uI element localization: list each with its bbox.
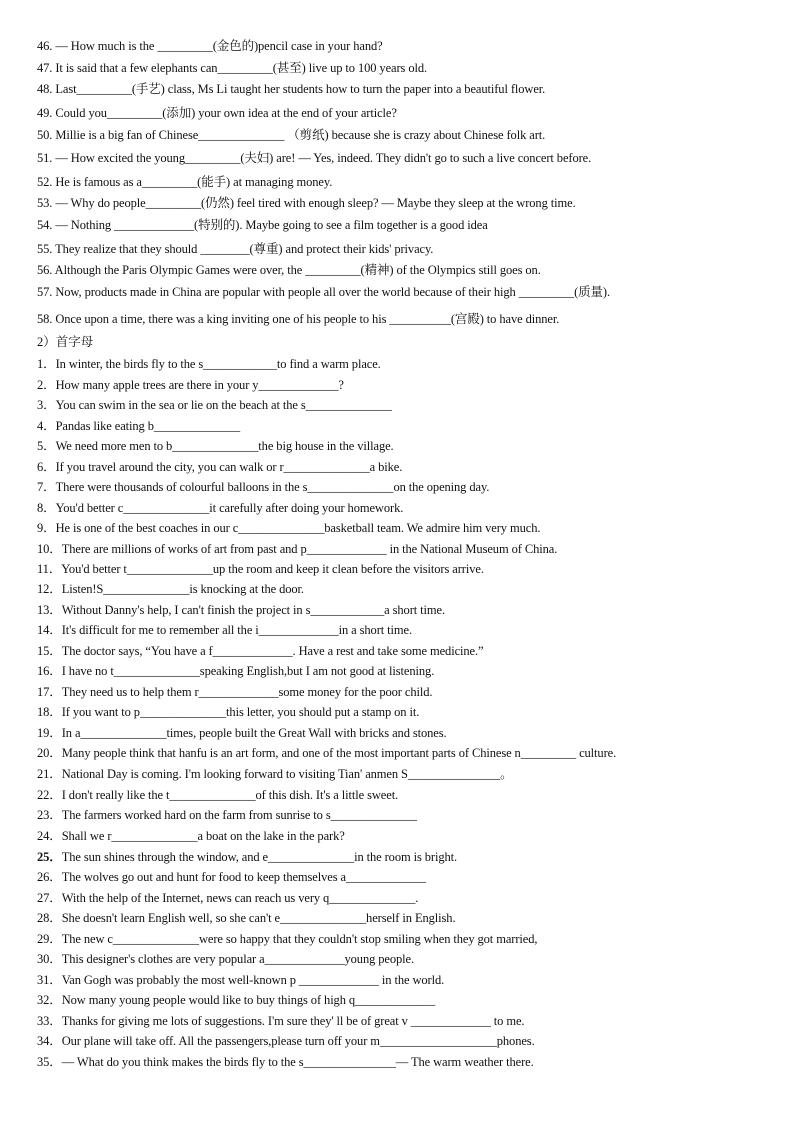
- item-number: 56.: [37, 263, 53, 277]
- item-number: 48.: [37, 82, 53, 96]
- exercise-item-21: [37, 766, 784, 782]
- item-text: It's difficult for me to remember all the i_____________in a short time.: [61, 623, 413, 637]
- item-number: 15．: [37, 644, 62, 658]
- item-text: There were thousands of colourful balloons in the s______________on the opening day.: [55, 480, 490, 494]
- exercise-item-3: [37, 397, 784, 413]
- exercise-item-11: [37, 561, 784, 577]
- item-number: 6．: [37, 460, 56, 474]
- item-number: 30．: [37, 952, 62, 966]
- exercise-item-5: [37, 438, 784, 454]
- exercise-item-9: [37, 520, 784, 536]
- item-text: In a______________times, people built the Great Wall with bricks and stones.: [61, 726, 447, 740]
- item-text: Thanks for giving me lots of suggestions. I'm sure they' ll be of great v _____________ to me.: [61, 1014, 525, 1028]
- item-text: Our plane will take off. All the passengers,please turn off your m___________________phones.: [61, 1034, 535, 1048]
- exercise-item-27: [37, 890, 784, 906]
- item-number: 22．: [37, 788, 62, 802]
- item-text: You'd better c______________it carefully after doing your homework.: [55, 501, 404, 515]
- item-number: 51.: [37, 151, 53, 165]
- item-number: 55.: [37, 242, 53, 256]
- exercise-item-19: [37, 725, 784, 741]
- exercise-item-46: [37, 38, 784, 54]
- item-text: The wolves go out and hunt for food to keep themselves a_____________: [61, 870, 426, 884]
- exercise-item-24: [37, 828, 784, 844]
- item-number: 9．: [37, 521, 56, 535]
- item-text: Pandas like eating b______________: [55, 419, 240, 433]
- item-text: The new c______________were so happy that they couldn't stop smiling when they got married,: [61, 932, 538, 946]
- item-number: 50.: [37, 128, 53, 142]
- exercise-item-26: [37, 869, 784, 885]
- item-text: You can swim in the sea or lie on the beach at the s______________: [55, 398, 392, 412]
- item-number: 17．: [37, 685, 62, 699]
- item-text: In winter, the birds fly to the s____________to find a warm place.: [55, 357, 381, 371]
- item-text: — How much is the _________(金色的)pencil case in your hand?: [52, 39, 383, 53]
- exercise-item-6: [37, 459, 784, 475]
- item-number: 16．: [37, 664, 62, 678]
- item-number: 14．: [37, 623, 62, 637]
- item-number: 19．: [37, 726, 62, 740]
- item-text: The farmers worked hard on the farm from sunrise to s______________: [61, 808, 417, 822]
- item-number: 8．: [37, 501, 56, 515]
- item-text: How many apple trees are there in your y_____________?: [55, 378, 344, 392]
- item-number: 52.: [37, 175, 53, 189]
- item-number: 46.: [37, 39, 53, 53]
- item-text: Now many young people would like to buy things of high q_____________: [61, 993, 435, 1007]
- item-number: 12．: [37, 582, 62, 596]
- item-number: 34．: [37, 1034, 62, 1048]
- item-number: 3．: [37, 398, 56, 412]
- item-text: — Nothing _____________(特别的). Maybe going to see a film together is a good idea: [52, 218, 488, 232]
- item-text: — What do you think makes the birds fly to the s_______________— The warm weather there.: [61, 1055, 534, 1069]
- exercise-item-18: [37, 704, 784, 720]
- item-text: Although the Paris Olympic Games were over, the _________(精神) of the Olympics still goes on.: [52, 263, 541, 277]
- exercise-item-53: [37, 195, 784, 211]
- exercise-item-52: [37, 174, 784, 190]
- item-number: 28．: [37, 911, 62, 925]
- exercise-item-25: [37, 849, 784, 865]
- exercise-item-33: [37, 1013, 784, 1029]
- exercise-item-55: [37, 241, 784, 257]
- item-text: Without Danny's help, I can't finish the project in s____________a short time.: [61, 603, 445, 617]
- item-number: 24．: [37, 829, 62, 843]
- item-text: He is one of the best coaches in our c______________basketball team. We admire him very much.: [55, 521, 541, 535]
- item-number: 10．: [37, 542, 62, 556]
- item-number: 5．: [37, 439, 56, 453]
- exercise-item-31: [37, 972, 784, 988]
- item-text: This designer's clothes are very popular a_____________young people.: [61, 952, 415, 966]
- item-number: 53.: [37, 196, 53, 210]
- item-text: If you travel around the city, you can walk or r______________a bike.: [55, 460, 403, 474]
- exercise-item-29: [37, 931, 784, 947]
- item-text: If you want to p______________this letter, you should put a stamp on it.: [61, 705, 420, 719]
- item-text: Last_________(手艺) class, Ms Li taught her students how to turn the paper into a beautiful flower.: [52, 82, 546, 96]
- item-number: 25．: [37, 850, 62, 864]
- exercise-item-56: [37, 262, 784, 278]
- exercise-item-4: [37, 418, 784, 434]
- item-text: There are millions of works of art from past and p_____________ in the National Museum of China.: [61, 542, 558, 556]
- item-number: 32．: [37, 993, 62, 1007]
- item-text: He is famous as a_________(能手) at managing money.: [52, 175, 333, 189]
- exercise-item-28: [37, 910, 784, 926]
- item-text: It is said that a few elephants can_________(甚至) live up to 100 years old.: [52, 61, 428, 75]
- section-title: 2）首字母: [37, 335, 94, 349]
- exercise-item-50: [37, 127, 784, 143]
- exercise-item-30: [37, 951, 784, 967]
- item-number: 13．: [37, 603, 62, 617]
- item-text: Could you_________(添加) your own idea at the end of your article?: [52, 106, 397, 120]
- exercise-item-8: [37, 500, 784, 516]
- item-text: The sun shines through the window, and e______________in the room is bright.: [61, 850, 458, 864]
- item-text: Now, products made in China are popular with people all over the world because of their high _________(质量).: [52, 285, 611, 299]
- exercise-item-14: [37, 622, 784, 638]
- exercise-item-12: [37, 581, 784, 597]
- item-text: — How excited the young_________(夫妇) are! — Yes, indeed. They didn't go to such a live concert before.: [52, 151, 592, 165]
- exercise-item-57: [37, 284, 784, 300]
- item-number: 57.: [37, 285, 53, 299]
- item-number: 35．: [37, 1055, 62, 1069]
- exercise-item-20: [37, 745, 784, 761]
- item-text: We need more men to b______________the big house in the village.: [55, 439, 394, 453]
- exercise-item-51: [37, 150, 784, 166]
- item-text: I don't really like the t______________of this dish. It's a little sweet.: [61, 788, 399, 802]
- item-text: Millie is a big fan of Chinese______________ （剪纸) because she is crazy about Chinese folk art.: [52, 128, 546, 142]
- item-number: 1．: [37, 357, 56, 371]
- item-number: 33．: [37, 1014, 62, 1028]
- exercise-item-13: [37, 602, 784, 618]
- exercise-item-1: [37, 356, 784, 372]
- item-text: They need us to help them r_____________some money for the poor child.: [61, 685, 433, 699]
- item-text: Shall we r______________a boat on the lake in the park?: [61, 829, 345, 843]
- item-number: 7．: [37, 480, 56, 494]
- item-number: 49.: [37, 106, 53, 120]
- item-number: 47.: [37, 61, 53, 75]
- exercise-item-17: [37, 684, 784, 700]
- item-number: 4．: [37, 419, 56, 433]
- item-text: They realize that they should ________(尊重) and protect their kids' privacy.: [52, 242, 434, 256]
- item-number: 27．: [37, 891, 62, 905]
- item-number: 54.: [37, 218, 53, 232]
- item-number: 18．: [37, 705, 62, 719]
- item-number: 20．: [37, 746, 62, 760]
- item-text: Many people think that hanfu is an art form, and one of the most important parts of Chinese n_________ culture.: [61, 746, 617, 760]
- item-text: With the help of the Internet, news can reach us very q______________.: [61, 891, 419, 905]
- item-text: Once upon a time, there was a king inviting one of his people to his __________(宫殿) to have dinner.: [52, 312, 560, 326]
- item-text: The doctor says, “You have a f_____________. Have a rest and take some medicine.”: [61, 644, 484, 658]
- exercise-item-2: [37, 377, 784, 393]
- item-number: 29．: [37, 932, 62, 946]
- exercise-item-23: [37, 807, 784, 823]
- exercise-item-35: [37, 1054, 784, 1070]
- exercise-item-58: [37, 311, 784, 327]
- item-number: 31．: [37, 973, 62, 987]
- exercise-item-10: [37, 541, 784, 557]
- exercise-item-34: [37, 1033, 784, 1049]
- item-text: National Day is coming. I'm looking forward to visiting Tian' anmen S_______________。: [61, 767, 513, 781]
- item-number: 2．: [37, 378, 56, 392]
- item-text: I have no t______________speaking English,but I am not good at listening.: [61, 664, 435, 678]
- item-number: 21．: [37, 767, 62, 781]
- exercise-item-47: [37, 60, 784, 76]
- item-number: 26．: [37, 870, 62, 884]
- item-number: 23．: [37, 808, 62, 822]
- item-number: 11．: [37, 562, 62, 576]
- item-text: You'd better t______________up the room and keep it clean before the visitors arrive.: [61, 562, 484, 576]
- exercise-item-7: [37, 479, 784, 495]
- item-text: Van Gogh was probably the most well-known p _____________ in the world.: [61, 973, 445, 987]
- exercise-item-49: [37, 105, 784, 121]
- exercise-item-48: [37, 81, 784, 97]
- item-text: She doesn't learn English well, so she can't e______________herself in English.: [61, 911, 456, 925]
- item-number: 58.: [37, 312, 53, 326]
- exercise-item-32: [37, 992, 784, 1008]
- item-text: — Why do people_________(仍然) feel tired with enough sleep? — Maybe they sleep at the wrong time.: [52, 196, 576, 210]
- exercise-item-16: [37, 663, 784, 679]
- item-text: Listen!S______________is knocking at the door.: [61, 582, 304, 596]
- exercise-item-54: [37, 217, 784, 233]
- exercise-item-15: [37, 643, 784, 659]
- exercise-item-22: [37, 787, 784, 803]
